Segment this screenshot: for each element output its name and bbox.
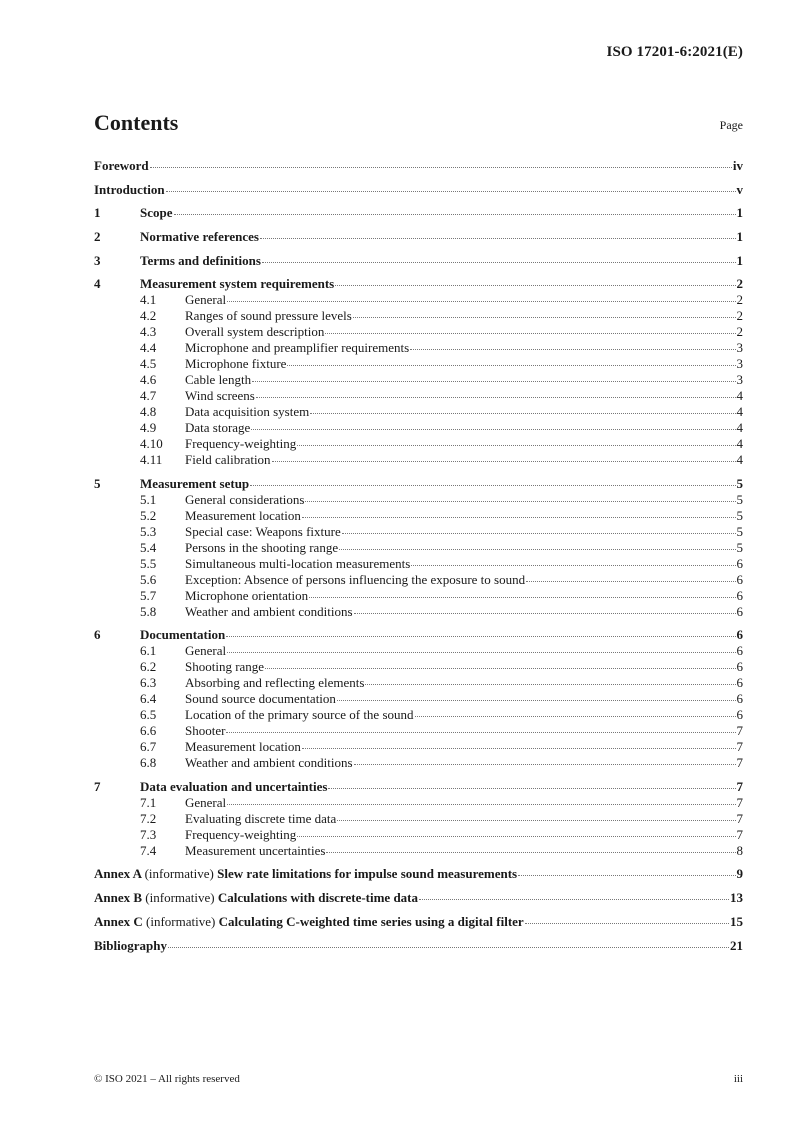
toc-page-number: 21 <box>730 937 743 953</box>
toc-subentry[interactable] <box>94 659 743 674</box>
toc-entry-number: 4 <box>94 276 101 292</box>
dot-leader <box>174 214 736 215</box>
dot-leader <box>354 764 736 765</box>
toc-subentry[interactable] <box>94 811 743 826</box>
toc-entry[interactable] <box>94 276 743 291</box>
toc-subentry[interactable] <box>94 556 743 571</box>
toc-entry-title: Microphone orientation <box>185 587 309 603</box>
toc-entry-title: Absorbing and reflecting elements <box>185 675 365 691</box>
toc-page-number: 1 <box>736 252 743 268</box>
dot-leader <box>297 445 735 446</box>
toc-entry-number: 1 <box>94 205 101 220</box>
toc-entry-title: Field calibration <box>185 452 271 468</box>
dot-leader <box>251 429 735 430</box>
dot-leader <box>166 191 736 192</box>
page-column-label: Page <box>719 118 743 132</box>
toc-entry-number: 5.7 <box>140 587 157 603</box>
toc-page-number: 2 <box>736 308 743 324</box>
toc-entry-number: 6.7 <box>140 739 157 755</box>
toc-subentry[interactable] <box>94 308 743 323</box>
toc-page-number: 4 <box>736 452 743 468</box>
toc-entry-title: Measurement location <box>185 507 301 523</box>
dot-leader <box>353 317 736 318</box>
toc-page-number: 5 <box>736 507 743 523</box>
toc-entry-title: Weather and ambient conditions <box>185 603 353 619</box>
dot-leader <box>328 788 735 789</box>
toc-entry-number: 5 <box>94 475 101 491</box>
toc-entry[interactable] <box>94 914 743 929</box>
annex-title: Calculations with discrete-time data <box>217 890 419 906</box>
toc-entry-title: Frequency-weighting <box>185 436 297 452</box>
dot-leader <box>265 668 735 669</box>
toc-subentry[interactable] <box>94 843 743 858</box>
toc-page-number: 7 <box>736 755 743 771</box>
toc-entry-number: 4.1 <box>140 292 157 308</box>
toc-page-number: 6 <box>736 675 743 691</box>
toc-entry[interactable] <box>94 779 743 794</box>
toc-page-number: 7 <box>736 723 743 739</box>
toc-entry-number: 4.10 <box>140 436 163 452</box>
toc-entry-number: 4.5 <box>140 356 157 372</box>
toc-entry-number: 3 <box>94 252 101 268</box>
toc-entry-number: 5.2 <box>140 507 157 523</box>
toc-entry-title <box>94 914 524 929</box>
toc-entry[interactable] <box>94 229 743 244</box>
dot-leader <box>525 923 729 924</box>
toc-page-number: 2 <box>736 276 743 292</box>
annex-label: Annex B <box>94 890 143 906</box>
toc-page-number: 6 <box>736 603 743 619</box>
toc-entry-title: Foreword <box>94 158 149 173</box>
toc-entry-number: 5.1 <box>140 491 157 507</box>
toc-entry-title: Measurement setup <box>140 475 250 491</box>
toc-page-number: 6 <box>736 659 743 675</box>
dot-leader <box>226 732 735 733</box>
toc-page-number: 5 <box>736 491 743 507</box>
toc-page-number: 1 <box>736 205 743 220</box>
dot-leader <box>335 285 735 286</box>
toc-entry-title: Normative references <box>140 228 259 244</box>
dot-leader <box>272 461 736 462</box>
toc-entry-number: 6 <box>94 627 101 643</box>
annex-label: Annex C <box>94 914 143 929</box>
toc-entry-title: Scope <box>140 205 173 220</box>
toc-entry-title: Terms and definitions <box>140 252 261 268</box>
toc-subentry[interactable] <box>94 572 743 587</box>
toc-entry-number: 5.5 <box>140 555 157 571</box>
dot-leader <box>354 613 736 614</box>
dot-leader <box>287 365 735 366</box>
dot-leader <box>227 652 735 653</box>
toc-entry-number: 5.8 <box>140 603 157 619</box>
toc-subentry[interactable] <box>94 404 743 419</box>
toc-entry[interactable] <box>94 890 743 905</box>
dot-leader <box>337 820 735 821</box>
toc-page-number: 1 <box>736 228 743 244</box>
toc-subentry[interactable] <box>94 340 743 355</box>
toc-page-number: 3 <box>736 356 743 372</box>
toc-entry-title: Microphone fixture <box>185 356 287 372</box>
annex-label: Annex A <box>94 866 142 882</box>
dot-leader <box>168 947 729 948</box>
toc-entry-number: 7.2 <box>140 810 157 826</box>
toc-subentry[interactable] <box>94 524 743 539</box>
dot-leader <box>325 333 735 334</box>
toc-entry-number: 4.6 <box>140 372 157 388</box>
toc-page-number: 4 <box>736 388 743 404</box>
toc-page-number: 13 <box>730 890 743 906</box>
toc-page-number: 9 <box>736 866 743 882</box>
toc-subentry[interactable] <box>94 372 743 387</box>
dot-leader <box>419 899 729 900</box>
annex-type: (informative) <box>144 866 214 882</box>
toc-subentry[interactable] <box>94 604 743 619</box>
dot-leader <box>310 413 735 414</box>
toc-entry-number: 4.4 <box>140 340 157 356</box>
toc-entry-title: Measurement uncertainties <box>185 842 326 858</box>
dot-leader <box>337 700 736 701</box>
toc-subentry[interactable] <box>94 420 743 435</box>
toc-entry-number: 6.2 <box>140 659 157 675</box>
toc-entry-title: Special case: Weapons fixture <box>185 523 341 539</box>
toc-entry-title: Evaluating discrete time data <box>185 810 337 826</box>
toc-entry-title: General considerations <box>185 491 305 507</box>
toc-entry-number: 6.8 <box>140 755 157 771</box>
dot-leader <box>365 684 735 685</box>
toc-page-number: 6 <box>736 643 743 659</box>
toc-page-number: 5 <box>736 475 743 491</box>
toc-entry-number: 7.3 <box>140 826 157 842</box>
toc-entry-title: General <box>185 643 227 659</box>
toc-entry-number: 2 <box>94 228 101 244</box>
toc-page-number: 6 <box>736 691 743 707</box>
annex-type: (informative) <box>146 914 216 929</box>
toc-entry[interactable] <box>94 182 743 197</box>
toc-page-number: 2 <box>736 324 743 340</box>
toc-subentry[interactable] <box>94 723 743 738</box>
toc-entry-number: 7 <box>94 778 101 794</box>
toc-entry-title: Shooting range <box>185 659 265 675</box>
toc-subentry[interactable] <box>94 739 743 754</box>
dot-leader <box>150 167 732 168</box>
toc-entry-title: Introduction <box>94 181 165 197</box>
toc-page-number: 4 <box>736 420 743 436</box>
dot-leader <box>410 349 735 350</box>
toc-entry-number: 7.4 <box>140 842 157 858</box>
dot-leader <box>339 549 735 550</box>
dot-leader <box>342 533 736 534</box>
copyright-notice: © ISO 2021 – All rights reserved <box>94 1073 240 1085</box>
dot-leader <box>415 716 736 717</box>
toc-entry[interactable] <box>94 866 743 881</box>
dot-leader <box>227 804 735 805</box>
toc-subentry[interactable] <box>94 675 743 690</box>
toc-entry[interactable] <box>94 205 743 220</box>
toc-entry-title <box>94 890 418 905</box>
toc-entry-title: Location of the primary source of the sound <box>185 707 414 723</box>
toc-entry-title: General <box>185 292 227 308</box>
toc-entry[interactable] <box>94 476 743 491</box>
toc-entry-number: 4.2 <box>140 308 157 324</box>
toc-subentry[interactable] <box>94 292 743 307</box>
toc-page-number: 2 <box>736 292 743 308</box>
toc-page-number: 7 <box>736 810 743 826</box>
dot-leader <box>227 301 735 302</box>
toc-subentry[interactable] <box>94 436 743 451</box>
dot-leader <box>262 262 736 263</box>
toc-page-number: 6 <box>736 627 743 643</box>
toc-subentry[interactable] <box>94 588 743 603</box>
toc-entry-number: 7.1 <box>140 794 157 810</box>
toc-entry-number: 4.11 <box>140 452 163 468</box>
toc-subentry[interactable] <box>94 827 743 842</box>
toc-page-number: 4 <box>736 436 743 452</box>
toc-entry-title: Simultaneous multi-location measurements <box>185 555 411 571</box>
toc-page-number: 7 <box>736 739 743 755</box>
dot-leader <box>302 748 736 749</box>
toc-entry-title: Frequency-weighting <box>185 826 297 842</box>
toc-page-number: 6 <box>736 587 743 603</box>
toc-entry-title: Microphone and preamplifier requirements <box>185 340 410 356</box>
annex-title: Calculating C-weighted time series using a digital filter <box>218 914 524 929</box>
toc-subentry[interactable] <box>94 755 743 770</box>
toc-page-number: 3 <box>736 340 743 356</box>
dot-leader <box>302 517 736 518</box>
toc-entry[interactable] <box>94 627 743 642</box>
toc-page-number: 6 <box>736 571 743 587</box>
toc-subentry[interactable] <box>94 795 743 810</box>
dot-leader <box>305 501 735 502</box>
toc-page-number: v <box>736 181 743 197</box>
annex-type: (informative) <box>145 890 215 906</box>
toc-page-number: 6 <box>736 555 743 571</box>
toc-subentry[interactable] <box>94 492 743 507</box>
toc-entry-title: Data storage <box>185 420 251 436</box>
toc-entry-title: Weather and ambient conditions <box>185 755 353 771</box>
toc-entry-number: 6.4 <box>140 691 157 707</box>
toc-page-number: 5 <box>736 539 743 555</box>
toc-page-number: 7 <box>736 794 743 810</box>
toc-subentry[interactable] <box>94 452 743 467</box>
toc-page-number: iv <box>732 158 743 173</box>
toc-entry-number: 5.3 <box>140 523 157 539</box>
page-number: iii <box>733 1073 743 1085</box>
toc-subentry[interactable] <box>94 388 743 403</box>
toc-subentry[interactable] <box>94 707 743 722</box>
toc-entry-number: 6.1 <box>140 643 157 659</box>
toc-entry[interactable] <box>94 253 743 268</box>
toc-subentry[interactable] <box>94 356 743 371</box>
toc-entry-number: 5.6 <box>140 571 157 587</box>
dot-leader <box>411 565 735 566</box>
toc-subentry[interactable] <box>94 508 743 523</box>
toc-entry-title: Bibliography <box>94 937 167 953</box>
dot-leader <box>252 381 735 382</box>
toc-subentry[interactable] <box>94 324 743 339</box>
toc-entry-title: Sound source documentation <box>185 691 336 707</box>
toc-entry[interactable] <box>94 938 743 953</box>
page-title: Contents <box>94 110 179 135</box>
toc-entry-title: Shooter <box>185 723 226 739</box>
toc-entry-title: Data acquisition system <box>185 404 310 420</box>
document-id: ISO 17201-6:2021(E) <box>606 44 743 60</box>
toc-entry-title: Measurement system requirements <box>140 276 335 292</box>
dot-leader <box>526 581 735 582</box>
dot-leader <box>309 597 735 598</box>
toc-entry[interactable] <box>94 158 743 173</box>
toc-page-number: 15 <box>730 914 743 929</box>
dot-leader <box>326 852 735 853</box>
toc-entry-number: 5.4 <box>140 539 157 555</box>
toc-page-number: 7 <box>736 778 743 794</box>
dot-leader <box>256 397 736 398</box>
toc-entry-title: Cable length <box>185 372 252 388</box>
toc-entry-title: Wind screens <box>185 388 255 404</box>
dot-leader <box>297 836 735 837</box>
dot-leader <box>260 238 736 239</box>
toc-entry-number: 6.6 <box>140 723 157 739</box>
toc-subentry[interactable] <box>94 691 743 706</box>
toc-entry-number: 4.3 <box>140 324 157 340</box>
dot-leader <box>518 875 735 876</box>
toc-entry-title: Exception: Absence of persons influencing the exposure to sound <box>185 571 526 587</box>
toc-page-number: 5 <box>736 523 743 539</box>
toc-page-number: 4 <box>736 404 743 420</box>
toc-subentry[interactable] <box>94 643 743 658</box>
toc-entry-title: Documentation <box>140 627 226 643</box>
toc-entry-title: Data evaluation and uncertainties <box>140 778 328 794</box>
dot-leader <box>250 485 735 486</box>
toc-page-number: 7 <box>736 826 743 842</box>
toc-entry-number: 4.8 <box>140 404 157 420</box>
toc-entry-title: Measurement location <box>185 739 301 755</box>
toc-entry-number: 6.3 <box>140 675 157 691</box>
toc-entry-number: 6.5 <box>140 707 157 723</box>
toc-entry-title: Ranges of sound pressure levels <box>185 308 352 324</box>
toc-page-number: 8 <box>736 842 743 858</box>
toc-entry-title <box>94 866 517 881</box>
toc-entry-number: 4.7 <box>140 388 157 404</box>
toc-entry-title: Persons in the shooting range <box>185 539 339 555</box>
toc-entry-number: 4.9 <box>140 420 157 436</box>
toc-entry-title: General <box>185 794 227 810</box>
toc-subentry[interactable] <box>94 540 743 555</box>
toc-page-number: 6 <box>736 707 743 723</box>
toc-page-number: 3 <box>736 372 743 388</box>
dot-leader <box>226 636 735 637</box>
annex-title: Slew rate limitations for impulse sound measurements <box>217 866 518 882</box>
toc-entry-title: Overall system description <box>185 324 325 340</box>
